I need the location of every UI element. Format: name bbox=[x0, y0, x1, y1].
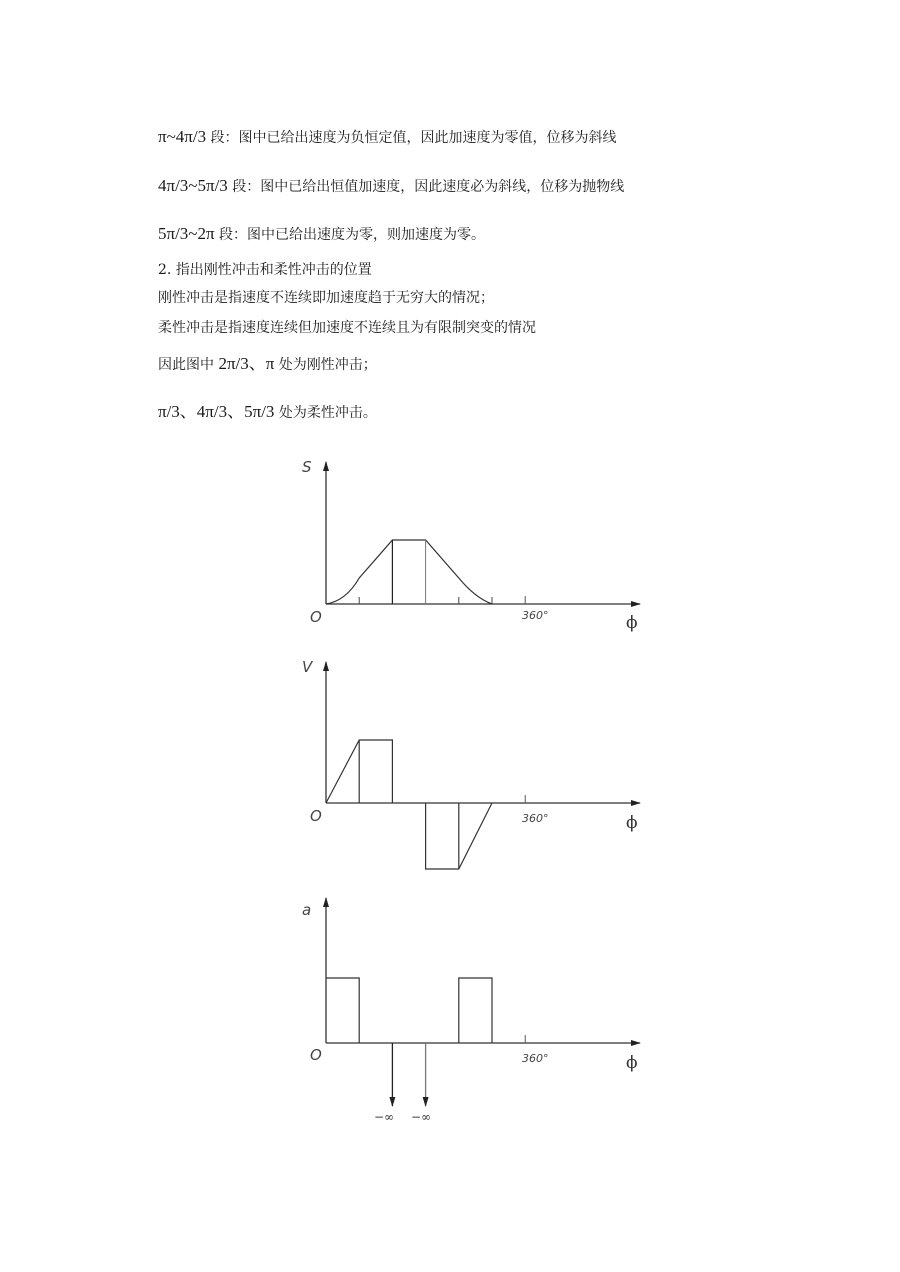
math-text: 4π/3~5π/3 bbox=[158, 176, 228, 195]
tick-label-360: 360° bbox=[522, 609, 549, 622]
origin-label: O bbox=[310, 608, 322, 626]
para-text: 柔性冲击是指速度连续但加速度不连续且为有限制突变的情况 bbox=[158, 320, 536, 336]
origin-label: O bbox=[310, 807, 322, 825]
tick-label-360: 360° bbox=[522, 1052, 549, 1065]
para-text: 处为柔性冲击。 bbox=[274, 405, 377, 421]
x-axis-label: ϕ bbox=[626, 813, 638, 833]
para-text: 段：图中已给出速度为零，则加速度为零。 bbox=[214, 227, 486, 243]
para-text: 2. 指出刚性冲击和柔性冲击的位置 bbox=[158, 262, 372, 278]
y-axis-label: V bbox=[302, 658, 313, 676]
neg-infinity-label: −∞ bbox=[374, 1110, 395, 1124]
negative-velocity bbox=[426, 803, 492, 869]
para-text: 因此图中 bbox=[158, 357, 219, 373]
velocity-diagram bbox=[302, 658, 640, 869]
x-axis-label: ϕ bbox=[626, 1053, 638, 1073]
origin-label: O bbox=[310, 1046, 322, 1064]
para-text: 段：图中已给出速度为负恒定值，因此加速度为零值，位移为斜线 bbox=[206, 130, 617, 146]
tick-label-360: 360° bbox=[522, 812, 549, 825]
negative-acceleration-rect bbox=[459, 978, 492, 1043]
math-text: π~4π/3 bbox=[158, 127, 207, 146]
para-text: 段：图中已给出恒值加速度，因此速度必为斜线，位移为抛物线 bbox=[227, 179, 625, 195]
y-axis-label: S bbox=[302, 458, 312, 476]
math-text: 5π/3~2π bbox=[158, 224, 215, 243]
acceleration-diagram bbox=[302, 898, 640, 1124]
displacement-diagram bbox=[302, 458, 640, 633]
positive-velocity bbox=[326, 740, 392, 803]
displacement-curve bbox=[326, 540, 492, 604]
neg-infinity-label: −∞ bbox=[411, 1110, 432, 1124]
math-text: π/3、4π/3、5π/3 bbox=[158, 402, 275, 421]
x-axis-label: ϕ bbox=[626, 613, 638, 633]
positive-acceleration-rect bbox=[326, 978, 359, 1043]
para-text: 刚性冲击是指速度不连续即加速度趋于无穷大的情况； bbox=[158, 290, 494, 306]
y-axis-label: a bbox=[302, 901, 312, 919]
para-text: 处为刚性冲击； bbox=[274, 357, 377, 373]
math-text: 2π/3、π bbox=[218, 354, 275, 373]
